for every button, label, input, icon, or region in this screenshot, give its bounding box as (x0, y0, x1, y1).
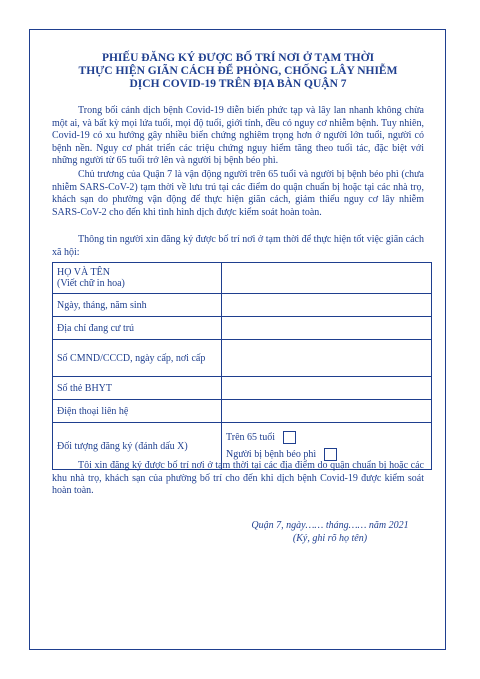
id-field[interactable] (222, 340, 432, 377)
form-row-address (53, 317, 432, 340)
declaration-paragraph: Tôi xin đăng ký được bố trí nơi ở tạm thời tại các địa điểm do quận chuẩn bị hoặc các khu nhà trọ, khách sạn của phường bố trí cho đến khi dịch bệnh Covid-19 được kiểm soát hoàn toàn. (52, 460, 424, 497)
registration-form-table (52, 262, 432, 470)
option-obesity-label: Người bị bệnh béo phì (226, 449, 317, 460)
option-over-65-label: Trên 65 tuổi (226, 432, 276, 443)
phone-field[interactable] (222, 400, 432, 423)
insurance-field[interactable] (222, 377, 432, 400)
form-row-id (53, 340, 432, 377)
signature-date-line: Quận 7, ngày…… tháng…… năm 2021 (251, 520, 409, 531)
title-line-1: PHIẾU ĐĂNG KÝ ĐƯỢC BỐ TRÍ NƠI Ở TẠM THỜI (101, 52, 375, 64)
dob-label: Ngày, tháng, năm sinh (53, 294, 222, 317)
name-field[interactable] (222, 263, 432, 294)
phone-label: Điện thoại liên hệ (53, 400, 222, 423)
id-label: Số CMND/CCCD, ngày cấp, nơi cấp (53, 340, 222, 377)
title-line-3: DỊCH COVID-19 TRÊN ĐỊA BÀN QUẬN 7 (129, 78, 347, 90)
category-label: Đối tượng đăng ký (đánh dấu X) (53, 423, 222, 470)
intro-paragraph: Trong bối cảnh dịch bệnh Covid-19 diễn biến phức tạp và lây lan nhanh không chừa một ai, và bất kỳ mọi lứa tuổi, mọi độ tuổi, giới tính, đều có nguy cơ nhiễm bệnh. Tuy nhiên, Covid-19 có xu hướng gây nhiều biến chứng nghiêm trọng hơn ở người lớn tuổi, người có bệnh nền. Nguy cơ phát triển các triệu chứng nguy hiểm tăng theo tuổi tác, đặc biệt với những người từ 65 tuổi trở lên và người bị bệnh béo phì. (52, 105, 424, 167)
form-intro-paragraph: Thông tin người xin đăng ký được bố trí nơi ở tạm thời để thực hiện tốt việc giãn cách xã hội: (52, 234, 424, 258)
policy-paragraph: Chủ trương của Quận 7 là vận động người trên 65 tuổi và người bị bệnh béo phì (chưa nhiễm SARS-CoV-2) tạm thời về lưu trú tại các điểm do quận chuẩn bị hoặc tại các nhà trọ, khách sạn do phường vận động để thực hiện giãn cách, giảm thiểu nguy cơ lây nhiễm SARS-CoV-2 cho đến khi tình hình dịch được kiểm soát hoàn toàn. (52, 169, 424, 218)
name-hint: (Viết chữ in hoa) (57, 278, 125, 289)
form-row-name (53, 263, 432, 294)
option-over-65-checkbox[interactable] (283, 431, 296, 444)
address-field[interactable] (222, 317, 432, 340)
form-row-phone (53, 400, 432, 423)
name-label: HỌ VÀ TÊN (57, 267, 110, 278)
signature-note: (Ký, ghi rõ họ tên) (292, 533, 368, 544)
title-line-2: THỰC HIỆN GIÃN CÁCH ĐỂ PHÒNG, CHỐNG LÂY NHIỄM (78, 65, 398, 77)
document-title (40, 52, 436, 91)
insurance-label: Số thẻ BHYT (53, 377, 222, 400)
form-row-dob (53, 294, 432, 317)
dob-field[interactable] (222, 294, 432, 317)
name-label-cell (53, 263, 222, 294)
form-row-insurance (53, 377, 432, 400)
address-label: Địa chỉ đang cư trú (53, 317, 222, 340)
option-over-65 (226, 429, 427, 446)
